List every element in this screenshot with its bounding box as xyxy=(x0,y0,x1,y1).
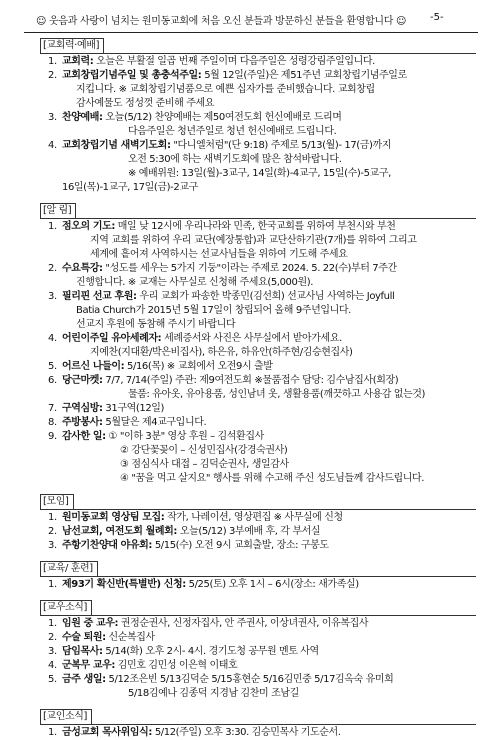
item-line xyxy=(62,388,476,402)
item-line xyxy=(62,402,476,416)
item-label: 수술 퇴원: xyxy=(62,632,106,643)
welcome-banner: ☺ 웃음과 사랑이 넘치는 원미동교회에 처음 오신 분들과 방문하신 분들을 환영합니다 ☺ xyxy=(36,16,407,27)
item-line xyxy=(62,167,476,181)
item-line xyxy=(62,578,476,592)
page-header xyxy=(0,12,496,28)
item-line xyxy=(62,374,476,388)
notice-item xyxy=(48,726,476,740)
item-text: "다니엘처럼"(단 9:18) 주제로 5/13(월)- 17(금)까지 xyxy=(173,140,392,151)
item-line xyxy=(62,318,476,332)
item-label: 교회창립기념주일 및 총충석주일: xyxy=(62,70,202,81)
notice-item xyxy=(48,220,476,262)
notice-item xyxy=(48,55,476,69)
item-text: ② 강단꽃꽂이 – 신성민집사(강경숙권사) xyxy=(120,445,288,456)
item-label: 교회창립기념 새벽기도회: xyxy=(62,140,171,151)
item-text: 5/18김예나 김종덕 지경남 김찬미 조남길 xyxy=(128,688,299,699)
item-line xyxy=(62,181,476,195)
item-line xyxy=(62,139,476,153)
item-line xyxy=(62,234,476,248)
item-text: 5/12(주일) 오후 3:30. 김승민목사 기도순서. xyxy=(154,727,341,738)
item-line xyxy=(62,69,476,83)
item-number: 1. xyxy=(48,579,57,590)
item-number: 7. xyxy=(48,403,57,414)
item-text: 선교지 후원에 동참해 주시기 바랍니다 xyxy=(76,319,236,330)
item-number: 4. xyxy=(48,140,57,151)
item-number: 3. xyxy=(48,112,57,123)
item-text: 5/16(목) ※ 교회에서 오전9시 출발 xyxy=(127,361,273,372)
section-title: [알 림] xyxy=(40,203,76,218)
item-number: 4. xyxy=(48,333,57,344)
item-text: 세계에 흩어져 사역하시는 선교사님들을 위하여 기도해 주세요 xyxy=(90,249,348,260)
item-line xyxy=(62,458,476,472)
item-text: ④ "꿈을 먹고 살지요" 행사를 위해 수고해 주신 성도님들께 감사드립니다. xyxy=(120,473,425,484)
notice-item xyxy=(48,659,476,673)
item-number: 1. xyxy=(48,512,57,523)
item-line xyxy=(62,290,476,304)
section-title: [교육/ 훈련] xyxy=(40,561,98,576)
bulletin-body xyxy=(43,36,476,740)
section xyxy=(43,561,476,592)
notice-item xyxy=(48,402,476,416)
item-line xyxy=(62,687,476,701)
item-line xyxy=(62,220,476,234)
item-line xyxy=(62,617,476,631)
item-line xyxy=(62,83,476,97)
item-label: 필리핀 선교 후원: xyxy=(62,291,137,302)
item-text: 진행합니다. ※ 교재는 사무실로 신청해 주세요(5,000원). xyxy=(76,277,314,288)
item-text: 매일 낮 12시에 우리나라와 민족, 한국교회를 위하여 부천시와 부천 xyxy=(117,221,396,232)
notice-item xyxy=(48,430,476,486)
item-line xyxy=(62,430,476,444)
item-number: 3. xyxy=(48,646,57,657)
item-text: 5월 12일(주일)은 제51주년 교회창립기념주일로 xyxy=(204,70,407,81)
item-text: 지킵니다. ※ 교회창립기념품으로 예쁜 십자가를 준비했습니다. 교회창립 xyxy=(76,84,375,95)
item-line xyxy=(62,444,476,458)
section xyxy=(43,203,476,486)
item-label: 감사한 일: xyxy=(62,431,106,442)
item-line xyxy=(62,525,476,539)
item-label: 어린이주일 유아세례자: xyxy=(62,333,162,344)
item-text: 5월달은 제4교구입니다. xyxy=(105,417,207,428)
item-text: 31구역(12일) xyxy=(105,403,165,414)
item-line xyxy=(62,472,476,486)
item-number: 1. xyxy=(48,727,57,738)
item-text: 7/7, 7/14(주일) 주관: 제9여전도회 ※물품접수 담당: 김수남집사(회장) xyxy=(105,375,399,386)
notice-item xyxy=(48,617,476,631)
notice-item xyxy=(48,578,476,592)
item-line xyxy=(62,125,476,139)
item-line xyxy=(62,659,476,673)
item-text: 5/12조은빈 5/13김덕순 5/15홍현순 5/16김민중 5/17김옥숙 유미희 xyxy=(108,674,394,685)
item-text: 16일(목)-1교구, 17일(금)-2교구 xyxy=(62,182,198,193)
item-line xyxy=(62,539,476,553)
item-line xyxy=(62,511,476,525)
item-label: 금주 생일: xyxy=(62,674,106,685)
notice-item xyxy=(48,262,476,290)
notice-item xyxy=(48,111,476,139)
item-label: 어르신 나들이: xyxy=(62,361,125,372)
notice-item xyxy=(48,511,476,525)
item-label: 임원 중 교우: xyxy=(62,618,119,629)
item-text: 우리 교회가 파송한 박종민(김선희) 선교사님 사역하는 Joyfull xyxy=(139,291,395,302)
item-text: 감사예물도 정성껏 준비해 주세요 xyxy=(76,98,214,109)
item-number: 2. xyxy=(48,526,57,537)
section-title: [모임] xyxy=(40,494,74,509)
section xyxy=(43,38,476,195)
item-number: 3. xyxy=(48,540,57,551)
item-number: 2. xyxy=(48,632,57,643)
item-label: 점오의 기도: xyxy=(62,221,115,232)
item-label: 제93기 확신반(특별반) 신청: xyxy=(62,579,186,590)
item-line xyxy=(62,726,476,740)
item-label: 주방봉사: xyxy=(62,417,103,428)
item-line xyxy=(62,111,476,125)
item-text: 김민호 김민성 이은혁 이태호 xyxy=(117,660,238,671)
item-line xyxy=(62,346,476,360)
item-label: 원미동교회 영상팀 모집: xyxy=(62,512,165,523)
item-number: 5. xyxy=(48,361,57,372)
section-title: [교우소식] xyxy=(40,600,92,615)
item-text: 오늘(5/12) 찬양예배는 제50여전도회 헌신예배로 드리며 xyxy=(105,112,342,123)
item-label: 구역심방: xyxy=(62,403,103,414)
item-text: 작가, 나레이션, 영상편집 ※ 사무실에 신청 xyxy=(167,512,343,523)
item-label: 찬양예배: xyxy=(62,112,103,123)
section-title: [교회력·예배] xyxy=(40,38,104,53)
section-title: [교인소식] xyxy=(40,709,92,724)
notice-item xyxy=(48,332,476,360)
item-line xyxy=(62,248,476,262)
notice-item xyxy=(48,673,476,701)
item-text: 5/25(토) 오후 1시 – 6시(장소: 새가족실) xyxy=(188,579,359,590)
item-text: 오전 5:30에 하는 새벽기도회에 많은 참석바랍니다. xyxy=(128,154,342,165)
item-label: 남선교회, 여전도회 월례회: xyxy=(62,526,178,537)
notice-item xyxy=(48,416,476,430)
item-label: 교회력: xyxy=(62,56,94,67)
item-text: 5/15(수) 오전 9시 교회출발, 장소: 구봉도 xyxy=(154,540,329,551)
item-text: "성도를 세우는 5가지 기둥"이라는 주제로 2024. 5. 22(수)부터 7주간 xyxy=(105,263,397,274)
section xyxy=(43,709,476,740)
item-number: 3. xyxy=(48,291,57,302)
item-label: 군복무 교우: xyxy=(62,660,115,671)
item-line xyxy=(62,360,476,374)
item-line xyxy=(62,332,476,346)
item-text: 오늘은 부활절 일곱 번째 주일이며 다음주일은 성령강림주일입니다. xyxy=(96,56,375,67)
item-label: 주항기찬양대 야유회: xyxy=(62,540,153,551)
item-line xyxy=(62,276,476,290)
item-text: 신순복집사 xyxy=(108,632,155,643)
notice-item xyxy=(48,69,476,111)
item-text: 지예찬(지대환/박은비집사), 하은유, 하유안(하주현/김승현집사) xyxy=(90,347,353,358)
item-number: 1. xyxy=(48,618,57,629)
item-line xyxy=(62,55,476,69)
section xyxy=(43,494,476,553)
notice-item xyxy=(48,139,476,195)
page-number: -5- xyxy=(430,12,444,23)
item-label: 담임목사: xyxy=(62,646,103,657)
item-line xyxy=(62,153,476,167)
item-number: 9. xyxy=(48,431,57,442)
item-number: 6. xyxy=(48,375,57,386)
item-number: 2. xyxy=(48,70,57,81)
item-line xyxy=(62,262,476,276)
item-label: 당근마켓: xyxy=(62,375,103,386)
item-number: 1. xyxy=(48,56,57,67)
item-text: 오늘(5/12) 3부예배 후, 각 부서실 xyxy=(179,526,321,537)
item-text: ① "이하 3분" 영상 후원 – 김석환집사 xyxy=(108,431,264,442)
item-line xyxy=(62,416,476,430)
item-label: 금성교회 목사위임식: xyxy=(62,727,153,738)
notice-item xyxy=(48,290,476,332)
item-line xyxy=(62,673,476,687)
notice-item xyxy=(48,539,476,553)
item-line xyxy=(62,631,476,645)
header-rule xyxy=(24,32,478,33)
item-text: 5/14(화) 오후 2시- 4시. 경기도청 공무원 멘토 사역 xyxy=(105,646,319,657)
notice-item xyxy=(48,374,476,402)
item-number: 4. xyxy=(48,660,57,671)
item-number: 5. xyxy=(48,674,57,685)
item-label: 수요특강: xyxy=(62,263,103,274)
item-line xyxy=(62,304,476,318)
item-text: Batia Church가 2015년 5월 17일이 창립되어 올해 9주년입니다. xyxy=(76,305,351,316)
section xyxy=(43,600,476,701)
item-text: 다음주일은 청년주일로 청년 헌신예배로 드립니다. xyxy=(128,126,337,137)
item-number: 8. xyxy=(48,417,57,428)
notice-item xyxy=(48,525,476,539)
notice-item xyxy=(48,360,476,374)
item-text: 세례증서와 사진은 사무실에서 받아가세요. xyxy=(164,333,342,344)
item-number: 1. xyxy=(48,221,57,232)
item-line xyxy=(62,97,476,111)
item-number: 2. xyxy=(48,263,57,274)
item-line xyxy=(62,645,476,659)
item-text: ③ 점심식사 대접 – 김덕순권사, 생일감사 xyxy=(120,459,289,470)
item-text: 권정순권사, 신정자집사, 안 주권사, 이상녀권사, 이유복집사 xyxy=(120,618,369,629)
notice-item xyxy=(48,645,476,659)
item-text: ※ 예배위원: 13일(월)-3교구, 14일(화)-4교구, 15일(수)-5교구, xyxy=(128,168,391,179)
item-text: 물품: 유아옷, 유아용품, 성인남녀 옷, 생활용품(깨끗하고 사용감 없는것) xyxy=(128,389,426,400)
notice-item xyxy=(48,631,476,645)
item-text: 지역 교회를 위하여 우리 교단(예장통합)과 교단산하기관(7개)를 위하여 그리고 xyxy=(90,235,417,246)
